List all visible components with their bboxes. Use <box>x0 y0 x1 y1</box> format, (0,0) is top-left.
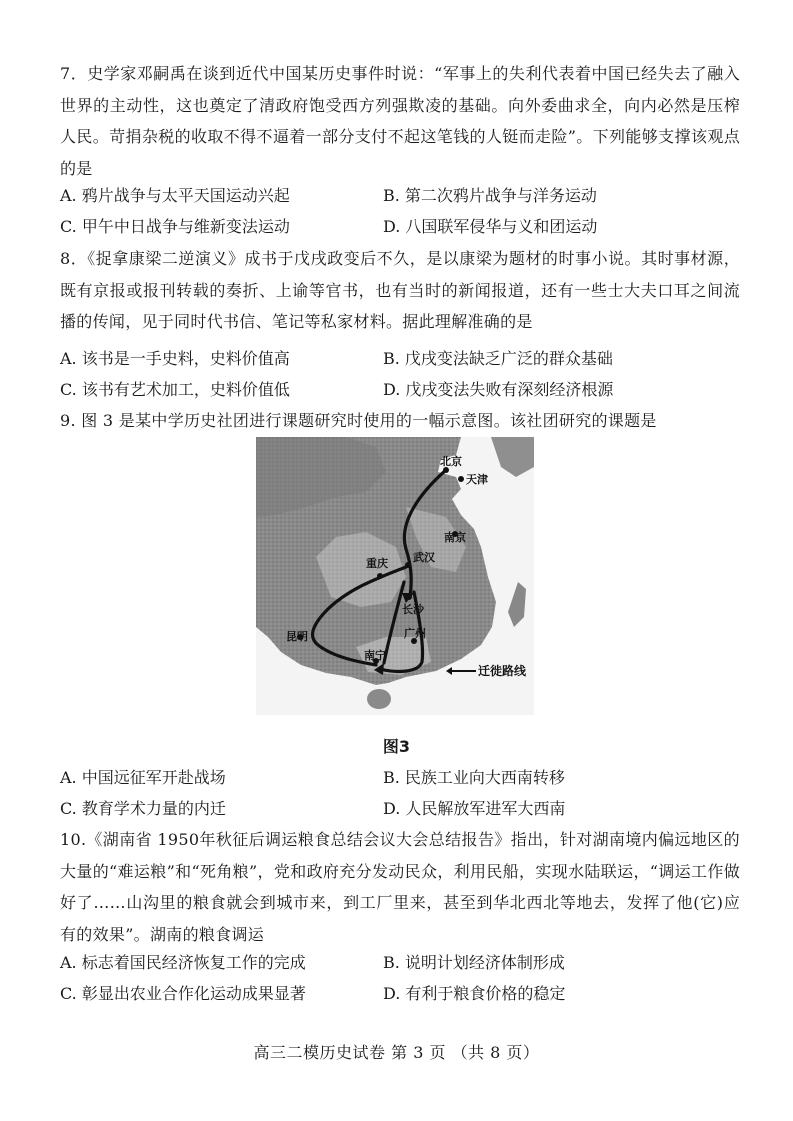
question-7-option-a[interactable]: A. 鸦片战争与太平天国运动兴起 <box>60 186 290 205</box>
question-10-option-a[interactable]: A. 标志着国民经济恢复工作的完成 <box>60 953 306 972</box>
city-label-chongqing: 重庆 <box>366 557 388 570</box>
question-8-option-b[interactable]: B. 戊戌变法缺乏广泛的群众基础 <box>383 349 613 368</box>
question-9-option-c[interactable]: C. 教育学术力量的内迁 <box>60 799 226 818</box>
question-8-option-a[interactable]: A. 该书是一手史料，史料价值高 <box>60 349 290 368</box>
figure-3-map <box>256 437 534 715</box>
city-label-tianjin: 天津 <box>466 473 488 486</box>
migration-map <box>256 437 534 715</box>
question-8-option-c[interactable]: C. 该书有艺术加工，史料价值低 <box>60 380 290 399</box>
figure-3-caption: 图3 <box>382 737 411 756</box>
question-9-option-a[interactable]: A. 中国远征军开赴战场 <box>60 768 226 787</box>
question-7-option-d[interactable]: D. 八国联军侵华与义和团运动 <box>383 217 598 236</box>
city-label-beijing: 北京 <box>440 455 462 468</box>
page-footer: 高三二模历史试卷 第 3 页 （共 8 页） <box>253 1043 540 1062</box>
question-8-stem: 8．《捉拿康梁二逆演义》成书于戊戌政变后不久，是以康梁为题材的时事小说。其时事材源，既有京报或报刊转载的奏折、上谕等官书，也有当时的新闻报道，还有一些士大夫口耳之间流播的传闻，见于同时代书信、笔记等私家材料。据此理解准确的是 <box>60 249 740 331</box>
question-7-option-c[interactable]: C. 甲午中日战争与维新变法运动 <box>60 217 290 236</box>
city-label-guangzhou: 广州 <box>404 627 426 640</box>
question-10-option-b[interactable]: B. 说明计划经济体制形成 <box>383 953 565 972</box>
question-9-option-b[interactable]: B. 民族工业向大西南转移 <box>383 768 565 787</box>
legend-label: 迁徙路线 <box>478 664 527 678</box>
question-7-option-b[interactable]: B. 第二次鸦片战争与洋务运动 <box>383 186 597 205</box>
question-9-option-d[interactable]: D. 人民解放军进军大西南 <box>383 799 566 818</box>
question-9-stem: 9. 图 3 是某中学历史社团进行课题研究时使用的一幅示意图。该社团研究的课题是 <box>60 411 657 430</box>
question-8-option-d[interactable]: D. 戊戌变法失败有深刻经济根源 <box>383 380 614 399</box>
question-10-option-c[interactable]: C. 彰显出农业合作化运动成果显著 <box>60 984 306 1003</box>
city-label-kunming: 昆明 <box>286 630 308 643</box>
question-7-stem: 7．史学家邓嗣禹在谈到近代中国某历史事件时说：“军事上的失利代表着中国已经失去了融入世界的主动性，这也奠定了清政府饱受西方列强欺凌的基础。向外委曲求全，向内必然是压榨人民。苛捐杂税的收取不得不逼着一部分支付不起这笔钱的人铤而走险”。下列能够支撑该观点的是 <box>60 64 740 178</box>
city-label-changsha: 长沙 <box>402 603 424 616</box>
city-label-wuhan: 武汉 <box>413 551 435 564</box>
question-10-stem: 10.《湖南省 1950年秋征后调运粮食总结会议大会总结报告》指出，针对湖南境内偏远地区的大量的“难运粮”和“死角粮”，党和政府充分发动民众，利用民船，实现水陆联运，“调运工作做好了……山沟里的粮食就会到城市来，到工厂里来，甚至到华北西北等地去，发挥了他(它)应有的效果”。湖南的粮食调运 <box>60 830 740 944</box>
map-hainan <box>367 689 391 709</box>
city-label-nanjing: 南京 <box>444 531 466 544</box>
question-10-option-d[interactable]: D. 有利于粮食价格的稳定 <box>383 984 566 1003</box>
city-label-nanning: 南宁 <box>364 649 386 662</box>
